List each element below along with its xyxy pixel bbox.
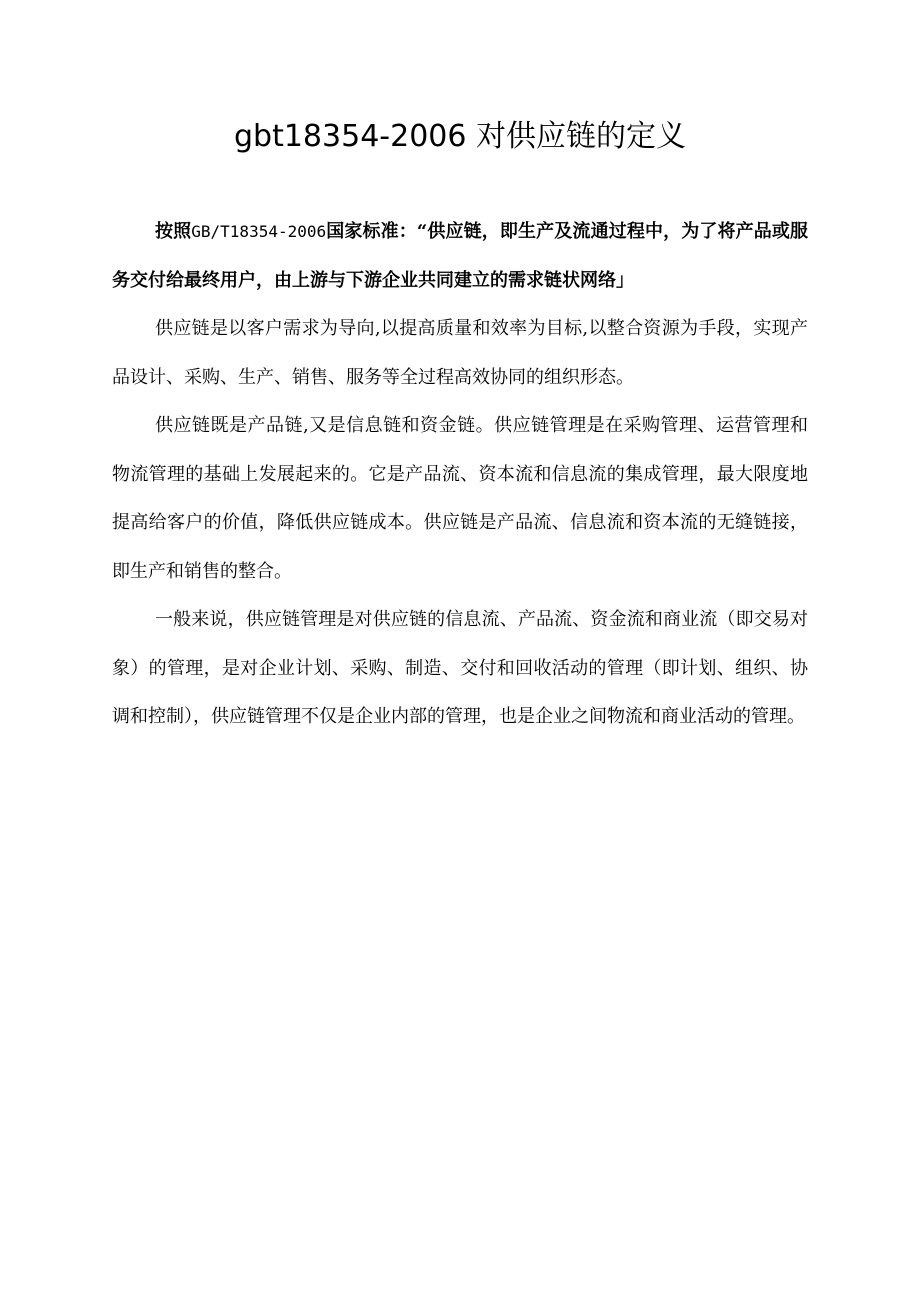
paragraph-chain-management: 供应链既是产品链,又是信息链和资金链。供应链管理是在采购管理、运营管理和物流管理的基础上发展起来的。它是产品流、资本流和信息流的集成管理，最大限度地提高给客户的价值，降低供应链成本。供应链是产品流、信息流和资本流的无缝链接，即生产和销售的整合。: [112, 415, 808, 582]
document-body: [112, 208, 808, 742]
document-title: gbt18354-2006 对供应链的定义: [234, 119, 686, 154]
paragraph-orientation: 供应链是以客户需求为导向,以提高质量和效率为目标,以整合资源为手段，实现产品设计、采购、生产、销售、服务等全过程高效协同的组织形态。: [112, 318, 808, 388]
paragraph-general-scope: 一般来说，供应链管理是对供应链的信息流、产品流、资金流和商业流（即交易对象）的管理，是对企业计划、采购、制造、交付和回收活动的管理（即计划、组织、协调和控制），供应链管理不仅是企业内部的管理，也是企业之间物流和商业活动的管理。: [112, 609, 808, 727]
paragraph-standard-definition: [112, 208, 808, 305]
paragraph-definition-text: 国家标准：“供应链，即生产及流通过程中，为了将产品或服务交付给最终用户，由上游与下游企业共同建立的需求链状网络」: [112, 221, 808, 291]
paragraph-lead-text: 按照: [155, 221, 192, 242]
standard-code: GB/T18354-2006: [191, 222, 327, 241]
